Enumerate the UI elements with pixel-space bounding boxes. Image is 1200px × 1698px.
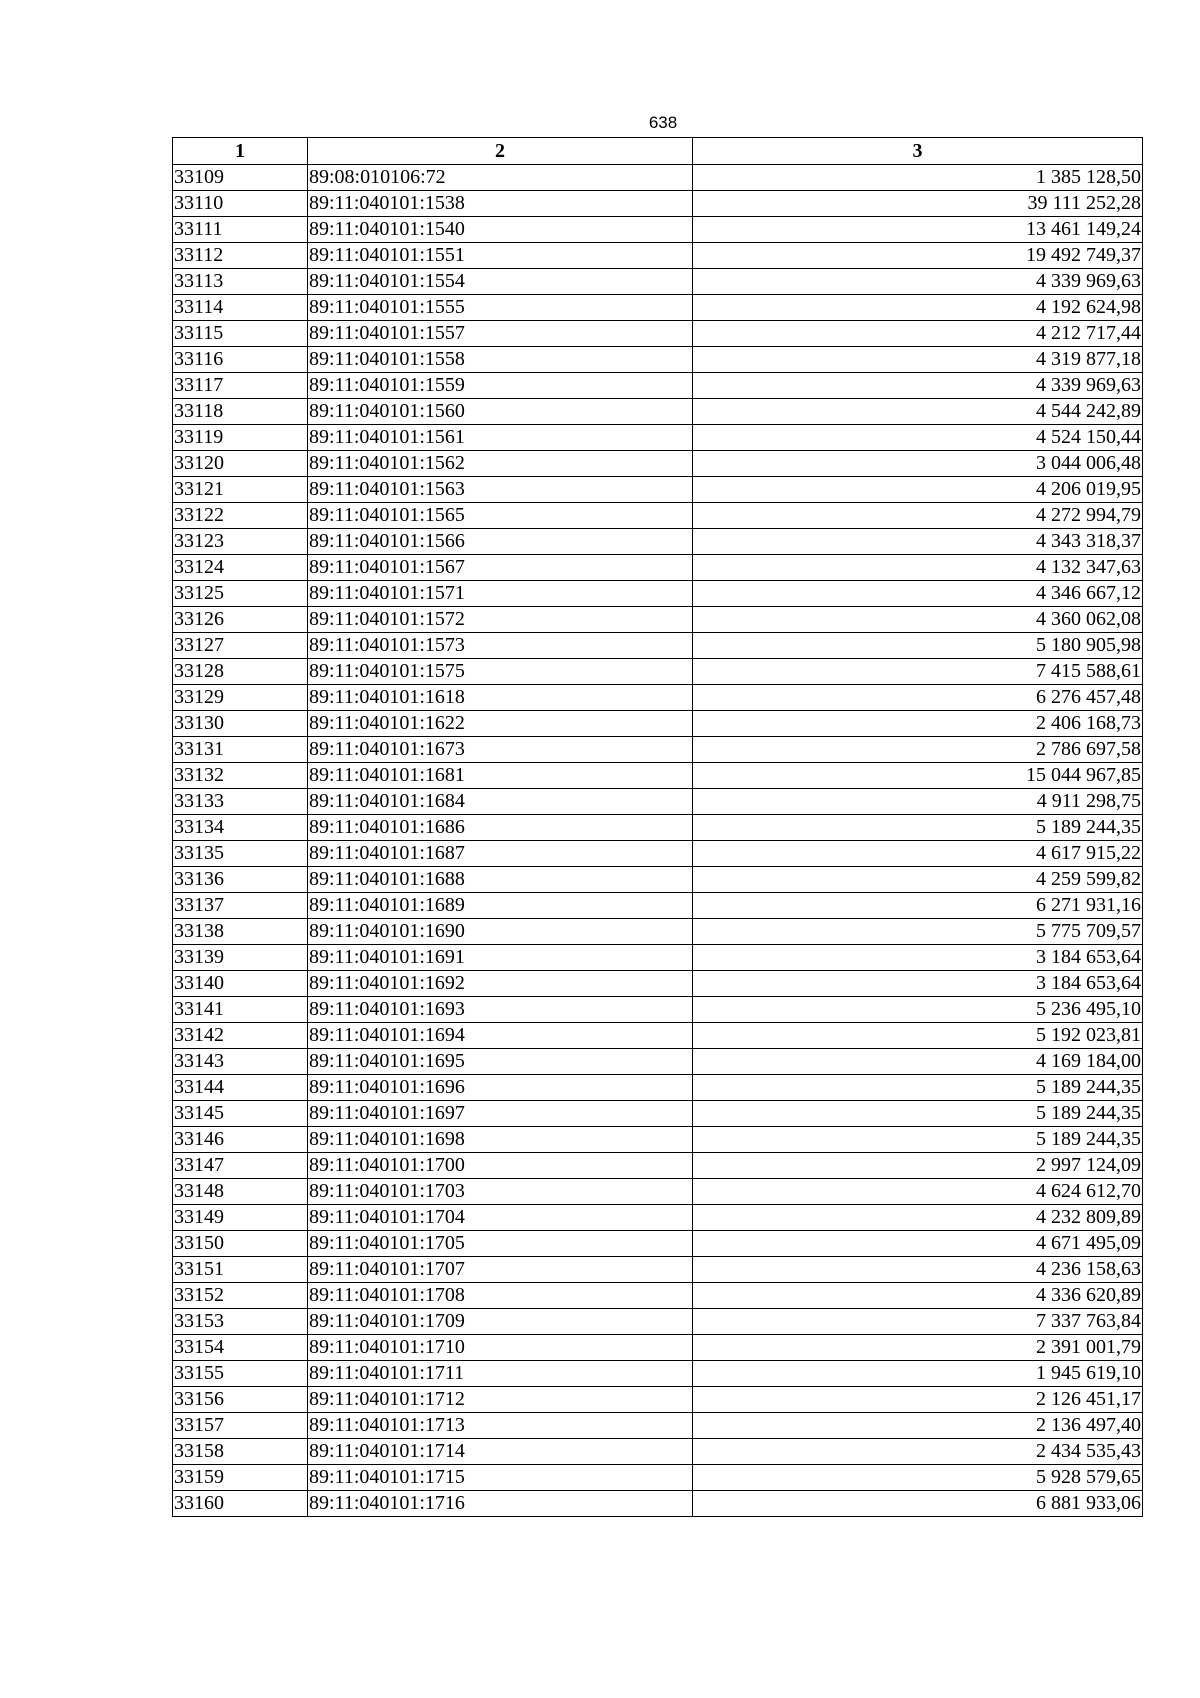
row-number-cell: 33113 bbox=[173, 269, 308, 295]
row-number-cell: 33122 bbox=[173, 503, 308, 529]
table-row bbox=[173, 217, 1143, 243]
cadastral-number-cell: 89:11:040101:1555 bbox=[308, 295, 693, 321]
row-number-cell: 33139 bbox=[173, 945, 308, 971]
cadastral-number-cell: 89:11:040101:1714 bbox=[308, 1439, 693, 1465]
table-row bbox=[173, 1439, 1143, 1465]
cadastral-number-cell: 89:11:040101:1695 bbox=[308, 1049, 693, 1075]
row-number-cell: 33147 bbox=[173, 1153, 308, 1179]
cadastral-number-cell: 89:11:040101:1711 bbox=[308, 1361, 693, 1387]
table-row bbox=[173, 737, 1143, 763]
table-row bbox=[173, 321, 1143, 347]
cadastral-number-cell: 89:11:040101:1713 bbox=[308, 1413, 693, 1439]
cadastral-number-cell: 89:11:040101:1698 bbox=[308, 1127, 693, 1153]
cadastral-number-cell: 89:11:040101:1716 bbox=[308, 1491, 693, 1517]
cadastral-value-cell: 7 337 763,84 bbox=[693, 1309, 1143, 1335]
table-row bbox=[173, 165, 1143, 191]
cadastral-value-cell: 5 189 244,35 bbox=[693, 1075, 1143, 1101]
table-row bbox=[173, 997, 1143, 1023]
table-row bbox=[173, 1257, 1143, 1283]
row-number-cell: 33151 bbox=[173, 1257, 308, 1283]
cadastral-value-cell: 4 343 318,37 bbox=[693, 529, 1143, 555]
table-row bbox=[173, 1075, 1143, 1101]
cadastral-value-cell: 4 911 298,75 bbox=[693, 789, 1143, 815]
cadastral-number-cell: 89:11:040101:1690 bbox=[308, 919, 693, 945]
cadastral-value-cell: 6 881 933,06 bbox=[693, 1491, 1143, 1517]
cadastral-number-cell: 89:11:040101:1673 bbox=[308, 737, 693, 763]
cadastral-value-cell: 4 212 717,44 bbox=[693, 321, 1143, 347]
cadastral-value-cell: 4 346 667,12 bbox=[693, 581, 1143, 607]
row-number-cell: 33154 bbox=[173, 1335, 308, 1361]
row-number-cell: 33119 bbox=[173, 425, 308, 451]
row-number-cell: 33152 bbox=[173, 1283, 308, 1309]
cadastral-value-cell: 2 391 001,79 bbox=[693, 1335, 1143, 1361]
cadastral-value-cell: 4 206 019,95 bbox=[693, 477, 1143, 503]
cadastral-value-table bbox=[172, 137, 1143, 1517]
table-row bbox=[173, 1205, 1143, 1231]
cadastral-number-cell: 89:11:040101:1705 bbox=[308, 1231, 693, 1257]
table-row bbox=[173, 1413, 1143, 1439]
cadastral-number-cell: 89:11:040101:1715 bbox=[308, 1465, 693, 1491]
table-row bbox=[173, 867, 1143, 893]
table-row bbox=[173, 1179, 1143, 1205]
cadastral-value-cell: 5 189 244,35 bbox=[693, 1101, 1143, 1127]
cadastral-number-cell: 89:11:040101:1700 bbox=[308, 1153, 693, 1179]
row-number-cell: 33138 bbox=[173, 919, 308, 945]
cadastral-number-cell: 89:11:040101:1684 bbox=[308, 789, 693, 815]
row-number-cell: 33159 bbox=[173, 1465, 308, 1491]
row-number-cell: 33126 bbox=[173, 607, 308, 633]
cadastral-number-cell: 89:11:040101:1551 bbox=[308, 243, 693, 269]
cadastral-number-cell: 89:11:040101:1558 bbox=[308, 347, 693, 373]
table-row bbox=[173, 1153, 1143, 1179]
row-number-cell: 33125 bbox=[173, 581, 308, 607]
cadastral-value-cell: 5 189 244,35 bbox=[693, 1127, 1143, 1153]
column-header-2: 2 bbox=[308, 138, 693, 165]
row-number-cell: 33131 bbox=[173, 737, 308, 763]
cadastral-value-cell: 5 775 709,57 bbox=[693, 919, 1143, 945]
row-number-cell: 33148 bbox=[173, 1179, 308, 1205]
row-number-cell: 33143 bbox=[173, 1049, 308, 1075]
cadastral-value-cell: 4 339 969,63 bbox=[693, 373, 1143, 399]
row-number-cell: 33155 bbox=[173, 1361, 308, 1387]
cadastral-value-cell: 13 461 149,24 bbox=[693, 217, 1143, 243]
cadastral-number-cell: 89:11:040101:1567 bbox=[308, 555, 693, 581]
cadastral-number-cell: 89:11:040101:1618 bbox=[308, 685, 693, 711]
column-header-3: 3 bbox=[693, 138, 1143, 165]
cadastral-number-cell: 89:11:040101:1565 bbox=[308, 503, 693, 529]
row-number-cell: 33118 bbox=[173, 399, 308, 425]
cadastral-value-cell: 5 236 495,10 bbox=[693, 997, 1143, 1023]
cadastral-value-cell: 4 192 624,98 bbox=[693, 295, 1143, 321]
cadastral-value-cell: 4 544 242,89 bbox=[693, 399, 1143, 425]
cadastral-value-cell: 5 192 023,81 bbox=[693, 1023, 1143, 1049]
row-number-cell: 33115 bbox=[173, 321, 308, 347]
column-header-1: 1 bbox=[173, 138, 308, 165]
table-row bbox=[173, 841, 1143, 867]
table-row bbox=[173, 1361, 1143, 1387]
cadastral-number-cell: 89:11:040101:1696 bbox=[308, 1075, 693, 1101]
table-row bbox=[173, 1049, 1143, 1075]
row-number-cell: 33133 bbox=[173, 789, 308, 815]
cadastral-value-cell: 4 236 158,63 bbox=[693, 1257, 1143, 1283]
table-row bbox=[173, 659, 1143, 685]
row-number-cell: 33142 bbox=[173, 1023, 308, 1049]
cadastral-number-cell: 89:11:040101:1688 bbox=[308, 867, 693, 893]
cadastral-value-cell: 3 044 006,48 bbox=[693, 451, 1143, 477]
table-row bbox=[173, 789, 1143, 815]
row-number-cell: 33116 bbox=[173, 347, 308, 373]
cadastral-number-cell: 89:11:040101:1561 bbox=[308, 425, 693, 451]
cadastral-number-cell: 89:11:040101:1712 bbox=[308, 1387, 693, 1413]
row-number-cell: 33137 bbox=[173, 893, 308, 919]
cadastral-number-cell: 89:11:040101:1707 bbox=[308, 1257, 693, 1283]
table-row bbox=[173, 529, 1143, 555]
row-number-cell: 33150 bbox=[173, 1231, 308, 1257]
table-row bbox=[173, 685, 1143, 711]
cadastral-number-cell: 89:11:040101:1703 bbox=[308, 1179, 693, 1205]
table-row bbox=[173, 581, 1143, 607]
cadastral-number-cell: 89:11:040101:1693 bbox=[308, 997, 693, 1023]
cadastral-number-cell: 89:11:040101:1560 bbox=[308, 399, 693, 425]
row-number-cell: 33135 bbox=[173, 841, 308, 867]
cadastral-value-cell: 1 385 128,50 bbox=[693, 165, 1143, 191]
cadastral-number-cell: 89:11:040101:1689 bbox=[308, 893, 693, 919]
cadastral-number-cell: 89:11:040101:1710 bbox=[308, 1335, 693, 1361]
table-row bbox=[173, 1231, 1143, 1257]
row-number-cell: 33114 bbox=[173, 295, 308, 321]
table-row bbox=[173, 191, 1143, 217]
cadastral-value-cell: 4 232 809,89 bbox=[693, 1205, 1143, 1231]
row-number-cell: 33111 bbox=[173, 217, 308, 243]
cadastral-value-cell: 4 336 620,89 bbox=[693, 1283, 1143, 1309]
row-number-cell: 33110 bbox=[173, 191, 308, 217]
cadastral-value-cell: 4 169 184,00 bbox=[693, 1049, 1143, 1075]
cadastral-number-cell: 89:11:040101:1694 bbox=[308, 1023, 693, 1049]
cadastral-number-cell: 89:11:040101:1687 bbox=[308, 841, 693, 867]
row-number-cell: 33123 bbox=[173, 529, 308, 555]
cadastral-value-cell: 4 617 915,22 bbox=[693, 841, 1143, 867]
cadastral-number-cell: 89:11:040101:1681 bbox=[308, 763, 693, 789]
row-number-cell: 33141 bbox=[173, 997, 308, 1023]
cadastral-value-cell: 4 360 062,08 bbox=[693, 607, 1143, 633]
table-row bbox=[173, 1309, 1143, 1335]
cadastral-value-cell: 1 945 619,10 bbox=[693, 1361, 1143, 1387]
row-number-cell: 33144 bbox=[173, 1075, 308, 1101]
cadastral-number-cell: 89:11:040101:1571 bbox=[308, 581, 693, 607]
page-number: 638 bbox=[648, 113, 678, 132]
table-row bbox=[173, 815, 1143, 841]
header-row bbox=[173, 138, 1143, 165]
row-number-cell: 33120 bbox=[173, 451, 308, 477]
cadastral-number-cell: 89:11:040101:1692 bbox=[308, 971, 693, 997]
table-row bbox=[173, 711, 1143, 737]
table-row bbox=[173, 1101, 1143, 1127]
table-row bbox=[173, 503, 1143, 529]
table-row bbox=[173, 451, 1143, 477]
cadastral-number-cell: 89:11:040101:1540 bbox=[308, 217, 693, 243]
table-header bbox=[173, 138, 1143, 165]
row-number-cell: 33129 bbox=[173, 685, 308, 711]
table-row bbox=[173, 1491, 1143, 1517]
table-row bbox=[173, 893, 1143, 919]
cadastral-number-cell: 89:11:040101:1704 bbox=[308, 1205, 693, 1231]
row-number-cell: 33158 bbox=[173, 1439, 308, 1465]
row-number-cell: 33140 bbox=[173, 971, 308, 997]
table-row bbox=[173, 919, 1143, 945]
table-body bbox=[173, 165, 1143, 1517]
row-number-cell: 33132 bbox=[173, 763, 308, 789]
table-row bbox=[173, 1283, 1143, 1309]
cadastral-number-cell: 89:11:040101:1575 bbox=[308, 659, 693, 685]
cadastral-number-cell: 89:11:040101:1562 bbox=[308, 451, 693, 477]
row-number-cell: 33157 bbox=[173, 1413, 308, 1439]
cadastral-value-cell: 6 271 931,16 bbox=[693, 893, 1143, 919]
cadastral-value-cell: 4 259 599,82 bbox=[693, 867, 1143, 893]
cadastral-value-cell: 4 319 877,18 bbox=[693, 347, 1143, 373]
row-number-cell: 33124 bbox=[173, 555, 308, 581]
table-row bbox=[173, 555, 1143, 581]
table-row bbox=[173, 399, 1143, 425]
cadastral-value-cell: 7 415 588,61 bbox=[693, 659, 1143, 685]
table-row bbox=[173, 425, 1143, 451]
table-row bbox=[173, 295, 1143, 321]
cadastral-value-cell: 4 132 347,63 bbox=[693, 555, 1143, 581]
table-row bbox=[173, 1335, 1143, 1361]
cadastral-number-cell: 89:11:040101:1572 bbox=[308, 607, 693, 633]
table-row bbox=[173, 243, 1143, 269]
row-number-cell: 33127 bbox=[173, 633, 308, 659]
table-row bbox=[173, 1023, 1143, 1049]
cadastral-number-cell: 89:08:010106:72 bbox=[308, 165, 693, 191]
row-number-cell: 33149 bbox=[173, 1205, 308, 1231]
cadastral-number-cell: 89:11:040101:1708 bbox=[308, 1283, 693, 1309]
cadastral-value-cell: 4 339 969,63 bbox=[693, 269, 1143, 295]
cadastral-value-cell: 39 111 252,28 bbox=[693, 191, 1143, 217]
row-number-cell: 33109 bbox=[173, 165, 308, 191]
cadastral-value-cell: 3 184 653,64 bbox=[693, 945, 1143, 971]
cadastral-number-cell: 89:11:040101:1557 bbox=[308, 321, 693, 347]
row-number-cell: 33153 bbox=[173, 1309, 308, 1335]
cadastral-number-cell: 89:11:040101:1559 bbox=[308, 373, 693, 399]
cadastral-value-cell: 5 928 579,65 bbox=[693, 1465, 1143, 1491]
row-number-cell: 33136 bbox=[173, 867, 308, 893]
table-row bbox=[173, 633, 1143, 659]
cadastral-value-cell: 4 272 994,79 bbox=[693, 503, 1143, 529]
cadastral-number-cell: 89:11:040101:1573 bbox=[308, 633, 693, 659]
cadastral-number-cell: 89:11:040101:1686 bbox=[308, 815, 693, 841]
cadastral-value-cell: 2 126 451,17 bbox=[693, 1387, 1143, 1413]
cadastral-value-cell: 2 136 497,40 bbox=[693, 1413, 1143, 1439]
cadastral-value-cell: 3 184 653,64 bbox=[693, 971, 1143, 997]
table-row bbox=[173, 1465, 1143, 1491]
cadastral-value-cell: 5 180 905,98 bbox=[693, 633, 1143, 659]
table-row bbox=[173, 347, 1143, 373]
cadastral-value-cell: 2 997 124,09 bbox=[693, 1153, 1143, 1179]
cadastral-number-cell: 89:11:040101:1691 bbox=[308, 945, 693, 971]
table-row bbox=[173, 1387, 1143, 1413]
row-number-cell: 33130 bbox=[173, 711, 308, 737]
cadastral-value-cell: 2 434 535,43 bbox=[693, 1439, 1143, 1465]
cadastral-number-cell: 89:11:040101:1563 bbox=[308, 477, 693, 503]
cadastral-value-cell: 5 189 244,35 bbox=[693, 815, 1143, 841]
cadastral-value-cell: 2 406 168,73 bbox=[693, 711, 1143, 737]
table-row bbox=[173, 945, 1143, 971]
cadastral-value-cell: 4 671 495,09 bbox=[693, 1231, 1143, 1257]
table-row bbox=[173, 607, 1143, 633]
row-number-cell: 33112 bbox=[173, 243, 308, 269]
row-number-cell: 33146 bbox=[173, 1127, 308, 1153]
table-row bbox=[173, 763, 1143, 789]
cadastral-number-cell: 89:11:040101:1622 bbox=[308, 711, 693, 737]
row-number-cell: 33160 bbox=[173, 1491, 308, 1517]
cadastral-number-cell: 89:11:040101:1554 bbox=[308, 269, 693, 295]
table-row bbox=[173, 1127, 1143, 1153]
row-number-cell: 33156 bbox=[173, 1387, 308, 1413]
row-number-cell: 33128 bbox=[173, 659, 308, 685]
cadastral-number-cell: 89:11:040101:1566 bbox=[308, 529, 693, 555]
cadastral-number-cell: 89:11:040101:1697 bbox=[308, 1101, 693, 1127]
cadastral-value-cell: 19 492 749,37 bbox=[693, 243, 1143, 269]
cadastral-value-cell: 6 276 457,48 bbox=[693, 685, 1143, 711]
cadastral-value-cell: 4 524 150,44 bbox=[693, 425, 1143, 451]
table-row bbox=[173, 269, 1143, 295]
cadastral-value-cell: 2 786 697,58 bbox=[693, 737, 1143, 763]
table-row bbox=[173, 971, 1143, 997]
table-row bbox=[173, 373, 1143, 399]
cadastral-value-cell: 15 044 967,85 bbox=[693, 763, 1143, 789]
row-number-cell: 33145 bbox=[173, 1101, 308, 1127]
row-number-cell: 33117 bbox=[173, 373, 308, 399]
cadastral-value-cell: 4 624 612,70 bbox=[693, 1179, 1143, 1205]
cadastral-number-cell: 89:11:040101:1538 bbox=[308, 191, 693, 217]
row-number-cell: 33121 bbox=[173, 477, 308, 503]
cadastral-number-cell: 89:11:040101:1709 bbox=[308, 1309, 693, 1335]
table-row bbox=[173, 477, 1143, 503]
row-number-cell: 33134 bbox=[173, 815, 308, 841]
